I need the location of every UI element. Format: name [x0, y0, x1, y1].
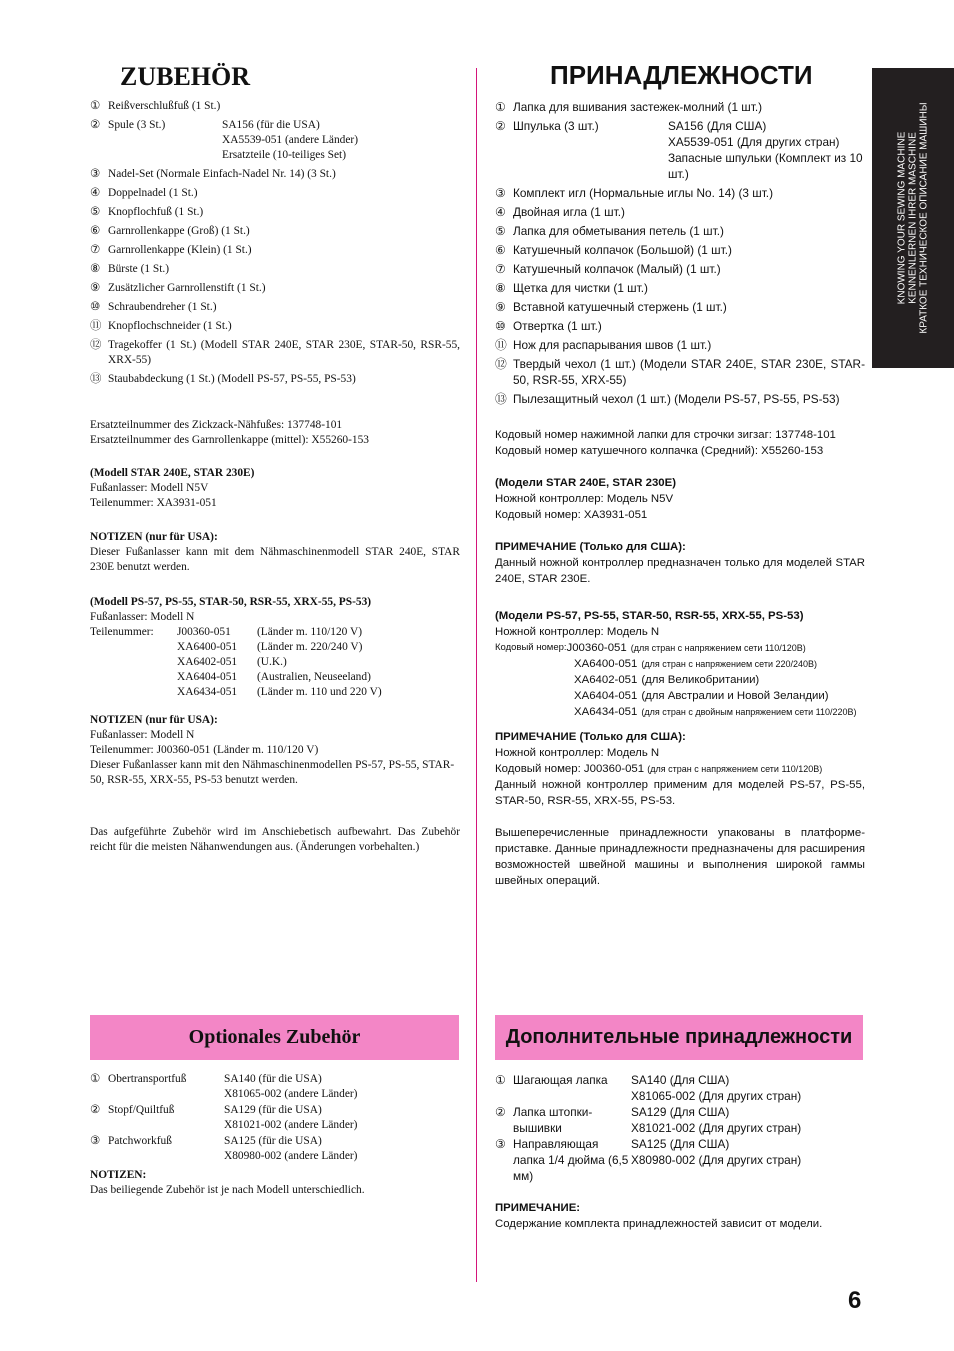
de-item-label: Patchworkfuß	[108, 1135, 172, 1147]
ru-model2-label: Кодовый номер:	[495, 642, 567, 653]
ru-item-text: Вставной катушечный стержень (1 шт.)	[513, 300, 727, 314]
ru-model2-code: XA6400-051	[574, 658, 638, 670]
de-optional-heading: Optionales Zubehör	[188, 1026, 361, 1048]
de-item-text: Staubabdeckung (1 St.) (Modell PS-57, PS-55, PS-53)	[108, 373, 356, 385]
de-item-detail: SA129 (für die USA)	[224, 1104, 322, 1116]
ru-item-text: Лапка для обметывания петель (1 шт.)	[513, 224, 724, 238]
ru-list-item	[495, 280, 865, 296]
de-model2-region: (Länder m. 110/120 V)	[257, 626, 363, 638]
de-item-number: ⑥	[90, 225, 101, 237]
de-item-text: Bürste (1 St.)	[108, 263, 170, 275]
ru-model1-line: Кодовый номер: XA3931-051	[495, 509, 648, 521]
ru-item-details	[668, 118, 865, 182]
ru-item-label: Лапка штопки-вышивки	[513, 1105, 593, 1135]
ru-list-item	[495, 1072, 865, 1104]
de-item-detail: X81065-002 (andere Länder)	[224, 1088, 358, 1100]
ru-list-item	[495, 223, 865, 239]
de-item-text: Knopflochfuß (1 St.)	[108, 206, 204, 218]
ru-item-text: Катушечный колпачок (Малый) (1 шт.)	[513, 262, 721, 276]
de-item-number: ②	[90, 1104, 101, 1116]
de-model1-line: Fußanlasser: Modell N5V	[90, 482, 209, 494]
column-divider	[476, 68, 477, 1282]
ru-note2-code: Кодовый номер: J00360-051	[495, 763, 645, 775]
ru-list-item	[495, 204, 865, 220]
de-item-number: ①	[90, 100, 101, 112]
ru-model2-region: (для стран с напряжением сети 110/120В)	[630, 643, 806, 653]
ru-note2-heading: ПРИМЕЧАНИЕ (Только для США):	[495, 731, 686, 743]
de-model2-label: Teilenummer:	[90, 626, 154, 638]
ru-item-number: ③	[495, 186, 506, 200]
page-number: 6	[848, 1287, 862, 1314]
ru-model2-code: XA6402-051	[574, 674, 638, 686]
ru-item-number: ②	[495, 1105, 506, 1119]
de-item-detail: X81021-002 (andere Länder)	[224, 1119, 358, 1131]
de-list-item	[90, 167, 460, 182]
ru-model2-row	[495, 704, 865, 720]
ru-list-item	[495, 337, 865, 353]
ru-list-item	[495, 261, 865, 277]
ru-list-item	[495, 185, 865, 201]
de-note1	[90, 530, 460, 575]
ru-model2-label	[495, 688, 574, 704]
ru-item-number: ⑬	[495, 392, 507, 406]
de-note2-text: Dieser Fußanlasser kann mit den Nähmaschinenmodellen PS-57, PS-55, STAR-50, RSR-55, XRX-55, PS-53 benutzt werden.	[90, 759, 455, 786]
ru-item-number: ⑦	[495, 262, 506, 276]
de-model2	[90, 595, 460, 700]
de-item-number: ②	[90, 119, 101, 131]
ru-note2-line	[495, 761, 865, 777]
ru-optional-note-text: Содержание комплекта принадлежностей зависит от модели.	[495, 1218, 823, 1230]
de-model2-row	[177, 640, 382, 655]
ru-partnum: Кодовый номер нажимной лапки для строчки зигзаг: 137748-101	[495, 429, 836, 441]
de-note2-line: Teilenummer: J00360-051 (Länder m. 110/120 V)	[90, 744, 319, 756]
de-note2	[90, 713, 460, 788]
de-list-item	[90, 224, 460, 239]
ru-optional-heading: Дополнительные принадлежности	[505, 1026, 853, 1048]
de-model2-heading: (Modell PS-57, PS-55, STAR-50, RSR-55, XRX-55, PS-53)	[90, 596, 372, 608]
ru-item-detail: XA5539-051 (Для других стран)	[668, 135, 840, 149]
ru-note2-text: Данный ножной контроллер применим для моделей PS-57, PS-55, STAR-50, RSR-55, XRX-55, PS-53.	[495, 779, 865, 807]
de-item-number: ⑦	[90, 244, 101, 256]
de-item-text: Knopflochschneider (1 St.)	[108, 320, 232, 332]
de-closing: Das aufgeführte Zubehör wird im Anschiebetisch aufbewahrt. Das Zubehör reicht für die meisten Nähanwendungen aus. (Änderungen vorbehalten.)	[90, 826, 460, 853]
ru-item-text: Щетка для чистки (1 шт.)	[513, 281, 648, 295]
ru-partnum: Кодовый номер катушечного колпачка (Средний): X55260-153	[495, 445, 824, 457]
de-optional-heading-band	[90, 1015, 459, 1060]
de-model2-row	[177, 625, 382, 640]
de-list-item	[90, 118, 460, 163]
de-list-item	[90, 99, 460, 114]
ru-list-item	[495, 299, 865, 315]
de-model2-region: (Australien, Neuseeland)	[257, 671, 371, 683]
ru-note2	[495, 729, 865, 809]
ru-list-item	[495, 242, 865, 258]
ru-item-number: ⑪	[495, 338, 507, 352]
de-model1-heading: (Modell STAR 240E, STAR 230E)	[90, 467, 255, 479]
ru-list-item	[495, 1136, 865, 1184]
de-item-details	[222, 118, 460, 163]
ru-list-item	[495, 99, 865, 115]
ru-item-detail: Запасные шпульки (Комплект из 10 шт.)	[668, 151, 863, 181]
de-item-detail: X80980-002 (andere Länder)	[224, 1150, 358, 1162]
de-item-detail: XA5539-051 (andere Länder)	[222, 134, 358, 146]
de-item-text: Garnrollenkappe (Groß) (1 St.)	[108, 225, 250, 237]
ru-model1-heading: (Модели STAR 240E, STAR 230E)	[495, 477, 677, 489]
de-model1	[90, 466, 460, 511]
ru-item-number: ①	[495, 100, 506, 114]
de-note2-heading: NOTIZEN (nur für USA):	[90, 714, 218, 726]
ru-list-item	[495, 118, 865, 182]
ru-item-number: ①	[495, 1073, 506, 1087]
ru-item-label: Шагающая лапка	[513, 1073, 608, 1087]
de-list-item	[90, 1103, 460, 1133]
ru-optional-list	[495, 1072, 865, 1184]
de-item-number: ⑧	[90, 263, 101, 275]
de-model2-region: (U.K.)	[257, 656, 287, 668]
de-list-item	[90, 205, 460, 220]
de-item-details	[224, 1134, 460, 1164]
side-tab-line-en: KNOWING YOUR SEWING MACHINE	[896, 131, 908, 305]
ru-note1-heading: ПРИМЕЧАНИЕ (Только для США):	[495, 541, 686, 553]
de-note1-text: Dieser Fußanlasser kann mit dem Nähmaschinenmodell STAR 240E, STAR 230E benutzt werden.	[90, 546, 460, 573]
ru-item-label: Шпулька (3 шт.)	[513, 119, 599, 133]
de-model2-code: XA6402-051	[177, 656, 238, 668]
de-list-item	[90, 338, 460, 368]
ru-item-number: ⑤	[495, 224, 506, 238]
de-item-number: ⑨	[90, 282, 101, 294]
ru-item-details	[631, 1072, 865, 1104]
ru-item-detail: SA140 (Для США)	[631, 1073, 730, 1087]
ru-item-text: Твердый чехол (1 шт.) (Модели STAR 240E, STAR 230E, STAR-50, RSR-55, XRX-55)	[513, 357, 865, 387]
de-model2-region: (Länder m. 220/240 V)	[257, 641, 363, 653]
ru-list-item	[495, 1104, 865, 1136]
de-list-item	[90, 186, 460, 201]
ru-item-detail: X81021-002 (Для других стран)	[631, 1121, 802, 1135]
ru-note2-code-note: (для стран с напряжением сети 110/120В)	[647, 764, 823, 774]
de-item-label: Stopf/Quiltfuß	[108, 1104, 175, 1116]
de-model2-line: Fußanlasser: Modell N	[90, 611, 195, 623]
de-optional-note	[90, 1168, 460, 1198]
de-item-detail: SA156 (für die USA)	[222, 119, 320, 131]
ru-optional-note-heading: ПРИМЕЧАНИЕ:	[495, 1202, 581, 1214]
ru-model2-code: XA6404-051	[574, 690, 638, 702]
de-title: ZUBEHÖR	[120, 62, 251, 91]
de-list-item	[90, 262, 460, 277]
ru-list-item	[495, 318, 865, 334]
de-item-number: ⑫	[90, 339, 102, 351]
de-model2-table	[177, 625, 382, 700]
ru-item-number: ④	[495, 205, 506, 219]
ru-title: ПРИНАДЛЕЖНОСТИ	[550, 60, 813, 90]
de-list-item	[90, 1072, 460, 1102]
side-tab-line-ru: КРАТКОЕ ТЕХНИЧЕСКОЕ ОПИСАНИЕ МАШИНЫ	[918, 102, 930, 334]
ru-model1-line: Ножной контроллер: Модель N5V	[495, 493, 674, 505]
de-list-item	[90, 319, 460, 334]
ru-model2-region: (для Австралии и Новой Зеландии)	[641, 690, 829, 702]
de-list-item	[90, 1134, 460, 1164]
ru-list-item	[495, 356, 865, 388]
ru-item-text: Отвертка (1 шт.)	[513, 319, 602, 333]
ru-model2-heading: (Модели PS-57, PS-55, STAR-50, RSR-55, XRX-55, PS-53)	[495, 610, 804, 622]
de-item-text: Zusätzlicher Garnrollenstift (1 St.)	[108, 282, 266, 294]
de-item-label: Spule (3 St.)	[108, 119, 166, 131]
de-model2-code: J00360-051	[177, 626, 231, 638]
de-item-text: Reißverschlußfuß (1 St.)	[108, 100, 221, 112]
de-model2-code: XA6404-051	[177, 671, 238, 683]
ru-model2-row	[495, 688, 865, 704]
ru-item-text: Двойная игла (1 шт.)	[513, 205, 625, 219]
de-item-number: ⑩	[90, 301, 101, 313]
de-model2-row	[177, 670, 382, 685]
de-item-number: ④	[90, 187, 101, 199]
ru-note1-text: Данный ножной контроллер предназначен только для моделей STAR 240E, STAR 230E.	[495, 557, 865, 585]
ru-model1	[495, 475, 865, 523]
ru-item-number: ⑨	[495, 300, 506, 314]
ru-item-number: ⑫	[495, 357, 507, 371]
de-item-number: ⑤	[90, 206, 101, 218]
ru-note1	[495, 539, 865, 587]
de-item-number: ⑪	[90, 320, 102, 332]
ru-model2-row	[495, 672, 865, 688]
ru-item-detail: SA129 (Для США)	[631, 1105, 730, 1119]
ru-item-number: ②	[495, 119, 506, 133]
de-list-item	[90, 372, 460, 387]
ru-item-number: ⑩	[495, 319, 506, 333]
de-item-number: ③	[90, 1135, 101, 1147]
de-note2-line: Fußanlasser: Modell N	[90, 729, 195, 741]
ru-optional-heading-band	[495, 1015, 863, 1060]
ru-item-details	[631, 1136, 865, 1184]
de-optional-note-heading: NOTIZEN:	[90, 1169, 147, 1181]
de-item-detail: Ersatzteile (10-teiliges Set)	[222, 149, 346, 161]
ru-model2-row	[495, 656, 865, 672]
de-item-text: Nadel-Set (Normale Einfach-Nadel Nr. 14) (3 St.)	[108, 168, 336, 180]
de-model1-line: Teilenummer: XA3931-051	[90, 497, 217, 509]
de-list-item	[90, 300, 460, 315]
ru-model2-label	[495, 704, 574, 720]
ru-model2-code: XA6434-051	[574, 706, 638, 718]
de-item-number: ⑬	[90, 373, 102, 385]
ru-note2-line: Ножной контроллер: Модель N	[495, 747, 660, 759]
de-note1-heading: NOTIZEN (nur für USA):	[90, 531, 218, 543]
de-list-item	[90, 243, 460, 258]
de-model2-code: XA6434-051	[177, 686, 238, 698]
de-model2-region: (Länder m. 110 und 220 V)	[257, 686, 382, 698]
de-model2-row	[177, 655, 382, 670]
ru-list-item	[495, 391, 865, 407]
ru-item-number: ⑥	[495, 243, 506, 257]
ru-model2-line: Ножной контроллер: Модель N	[495, 626, 660, 638]
ru-item-text: Комплект игл (Нормальные иглы No. 14) (3 шт.)	[513, 186, 774, 200]
ru-model2	[495, 608, 865, 720]
ru-model2-label	[495, 672, 574, 688]
ru-item-text: Нож для распарывания швов (1 шт.)	[513, 338, 712, 352]
de-item-number: ①	[90, 1073, 101, 1085]
de-partnum: Ersatzteilnummer des Zickzack-Nähfußes: 137748-101	[90, 419, 343, 431]
de-item-details	[224, 1103, 460, 1133]
ru-item-text: Катушечный колпачок (Большой) (1 шт.)	[513, 243, 732, 257]
ru-item-detail: SA125 (Для США)	[631, 1137, 730, 1151]
ru-model2-row	[495, 640, 865, 656]
ru-model2-table	[495, 640, 865, 720]
de-accessory-list	[90, 99, 460, 391]
de-item-details	[224, 1072, 460, 1102]
de-optional-list	[90, 1072, 460, 1165]
de-model2-row	[177, 685, 382, 700]
ru-item-number: ③	[495, 1137, 506, 1151]
de-item-text: Schraubendreher (1 St.)	[108, 301, 217, 313]
ru-model2-region: (для Великобритании)	[641, 674, 760, 686]
ru-model2-region: (для стран с напряжением сети 220/240В)	[641, 659, 818, 669]
de-item-text: Garnrollenkappe (Klein) (1 St.)	[108, 244, 252, 256]
de-model2-code: XA6400-051	[177, 641, 238, 653]
ru-item-detail: X81065-002 (Для других стран)	[631, 1089, 802, 1103]
de-item-text: Doppelnadel (1 St.)	[108, 187, 198, 199]
ru-item-text: Пылезащитный чехол (1 шт.) (Модели PS-57, PS-55, PS-53)	[513, 392, 840, 406]
ru-item-details	[631, 1104, 865, 1136]
ru-accessory-list	[495, 99, 865, 410]
ru-model2-label	[495, 656, 574, 672]
ru-item-text: Лапка для вшивания застежек-молний (1 шт.)	[513, 100, 763, 114]
ru-model2-region: (для стран с двойным напряжением сети 110/220В)	[641, 707, 857, 717]
side-tab	[872, 68, 954, 368]
de-item-label: Obertransportfuß	[108, 1073, 187, 1085]
de-item-number: ③	[90, 168, 101, 180]
de-part-numbers	[90, 418, 460, 448]
de-partnum: Ersatzteilnummer des Garnrollenkappe (mittel): X55260-153	[90, 434, 369, 446]
de-optional-note-text: Das beiliegende Zubehör ist je nach Modell unterschiedlich.	[90, 1184, 365, 1196]
ru-optional-note	[495, 1200, 865, 1232]
ru-item-label: Направляющая лапка 1/4 дюйма (6,5 мм)	[513, 1137, 629, 1183]
ru-item-number: ⑧	[495, 281, 506, 295]
ru-item-detail: X80980-002 (Для других стран)	[631, 1153, 802, 1167]
de-item-text: Tragekoffer (1 St.) (Modell STAR 240E, STAR 230E, STAR-50, RSR-55, XRX-55)	[108, 339, 460, 366]
ru-model2-code: J00360-051	[566, 642, 627, 654]
ru-closing: Вышеперечисленные принадлежности упакованы в платформе-приставке. Данные принадлежности предназначены для расширения возможностей швейной машины и выполнения широкой гаммы швейных операций.	[495, 827, 865, 887]
ru-item-detail: SA156 (Для США)	[668, 119, 767, 133]
ru-part-numbers	[495, 427, 865, 459]
de-list-item	[90, 281, 460, 296]
de-item-detail: SA140 (für die USA)	[224, 1073, 322, 1085]
side-tab-line-de: KENNENLERNEN IHRER MASCHINE	[907, 132, 919, 304]
de-item-detail: SA125 (für die USA)	[224, 1135, 322, 1147]
